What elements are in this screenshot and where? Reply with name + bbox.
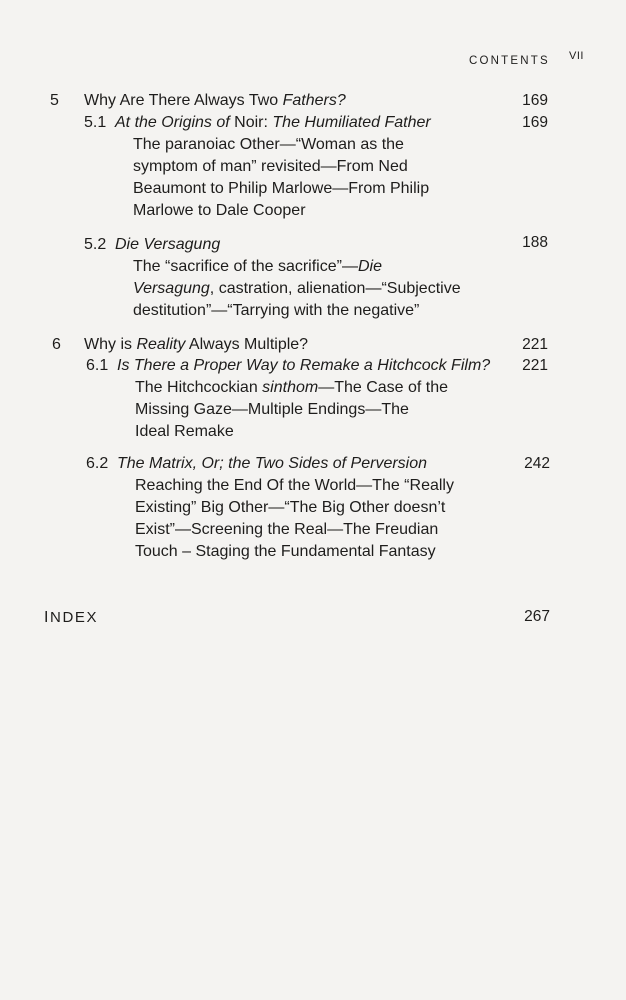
section-5-1-title-part3: The Humiliated Father bbox=[272, 114, 431, 131]
section-6-1-number: 6.1 bbox=[86, 357, 109, 374]
section-5-1-title-part2: Noir: bbox=[234, 114, 273, 131]
section-5-2-desc-italic: Versagung bbox=[133, 280, 210, 297]
chapter-5-title bbox=[84, 90, 346, 112]
chapter-5-title-text: Why Are There Always Two bbox=[84, 92, 283, 109]
section-6-2-page: 242 bbox=[524, 455, 550, 472]
chapter-6-title-italic: Reality bbox=[136, 336, 186, 353]
section-6-1-desc-line: Ideal Remake bbox=[135, 423, 234, 440]
section-6-2-desc-line: Existing” Big Other—“The Big Other doesn’t bbox=[135, 499, 446, 516]
index-label-initial: I bbox=[44, 609, 51, 626]
section-5-1-number: 5.1 bbox=[84, 114, 107, 131]
section-5-1-desc-line: The paranoiac Other—“Woman as the bbox=[133, 136, 404, 153]
section-6-1-desc-text: The Hitchcockian bbox=[135, 379, 263, 396]
index-page: 267 bbox=[524, 608, 550, 625]
section-5-2-page: 188 bbox=[522, 234, 548, 251]
section-5-1-desc-line: Beaumont to Philip Marlowe—From Philip bbox=[133, 180, 430, 197]
chapter-6-title bbox=[84, 334, 308, 356]
section-5-2-desc-text: The “sacrifice of the sacrifice”— bbox=[133, 258, 358, 275]
section-6-1-page: 221 bbox=[522, 357, 548, 374]
section-6-2-title: The Matrix, Or; the Two Sides of Perversion bbox=[117, 455, 428, 472]
section-6-1-desc-italic: sinthom bbox=[262, 379, 319, 396]
section-5-2-desc-line bbox=[133, 278, 461, 300]
section-6-2-number: 6.2 bbox=[86, 455, 109, 472]
section-6-1-desc-line bbox=[135, 377, 448, 399]
section-6-1-desc-line: Missing Gaze—Multiple Endings—The bbox=[135, 401, 409, 418]
section-5-2-desc-line: destitution”—“Tarrying with the negative” bbox=[133, 302, 420, 319]
section-5-2-title: Die Versagung bbox=[115, 236, 221, 253]
section-5-1-title bbox=[115, 112, 431, 134]
section-5-1-desc-line: symptom of man” revisited—From Ned bbox=[133, 158, 408, 175]
section-6-1-desc-text: —The Case of the bbox=[318, 379, 449, 396]
running-head-page-number: vii bbox=[569, 46, 584, 63]
running-head bbox=[469, 46, 584, 67]
section-5-1-page: 169 bbox=[522, 114, 548, 131]
chapter-5-title-italic: Fathers? bbox=[282, 92, 346, 109]
section-5-1-title-part1: At the Origins of bbox=[115, 114, 235, 131]
section-6-2-desc-line: Reaching the End Of the World—The “Really bbox=[135, 477, 454, 494]
section-5-2-desc-text: , castration, alienation—“Subjective bbox=[209, 280, 461, 297]
chapter-5-number: 5 bbox=[50, 92, 59, 109]
chapter-5-page: 169 bbox=[522, 92, 548, 109]
chapter-6-number: 6 bbox=[52, 336, 61, 353]
section-6-2-desc-line: Exist”—Screening the Real—The Freudian bbox=[135, 521, 439, 538]
running-head-label: CONTENTS bbox=[469, 55, 550, 67]
section-6-1-title: Is There a Proper Way to Remake a Hitchcock Film? bbox=[117, 357, 491, 374]
section-5-1-desc-line: Marlowe to Dale Cooper bbox=[133, 202, 306, 219]
section-6-2-desc-line: Touch – Staging the Fundamental Fantasy bbox=[135, 543, 436, 560]
section-5-2-number: 5.2 bbox=[84, 236, 107, 253]
chapter-6-title-text: Always Multiple? bbox=[185, 336, 309, 353]
index-label bbox=[44, 609, 98, 627]
chapter-6-page: 221 bbox=[522, 336, 548, 353]
chapter-6-title-text: Why is bbox=[84, 336, 137, 353]
section-5-2-desc-line bbox=[133, 256, 382, 278]
section-5-2-desc-italic: Die bbox=[357, 258, 382, 275]
index-label-rest: NDEX bbox=[50, 609, 99, 626]
